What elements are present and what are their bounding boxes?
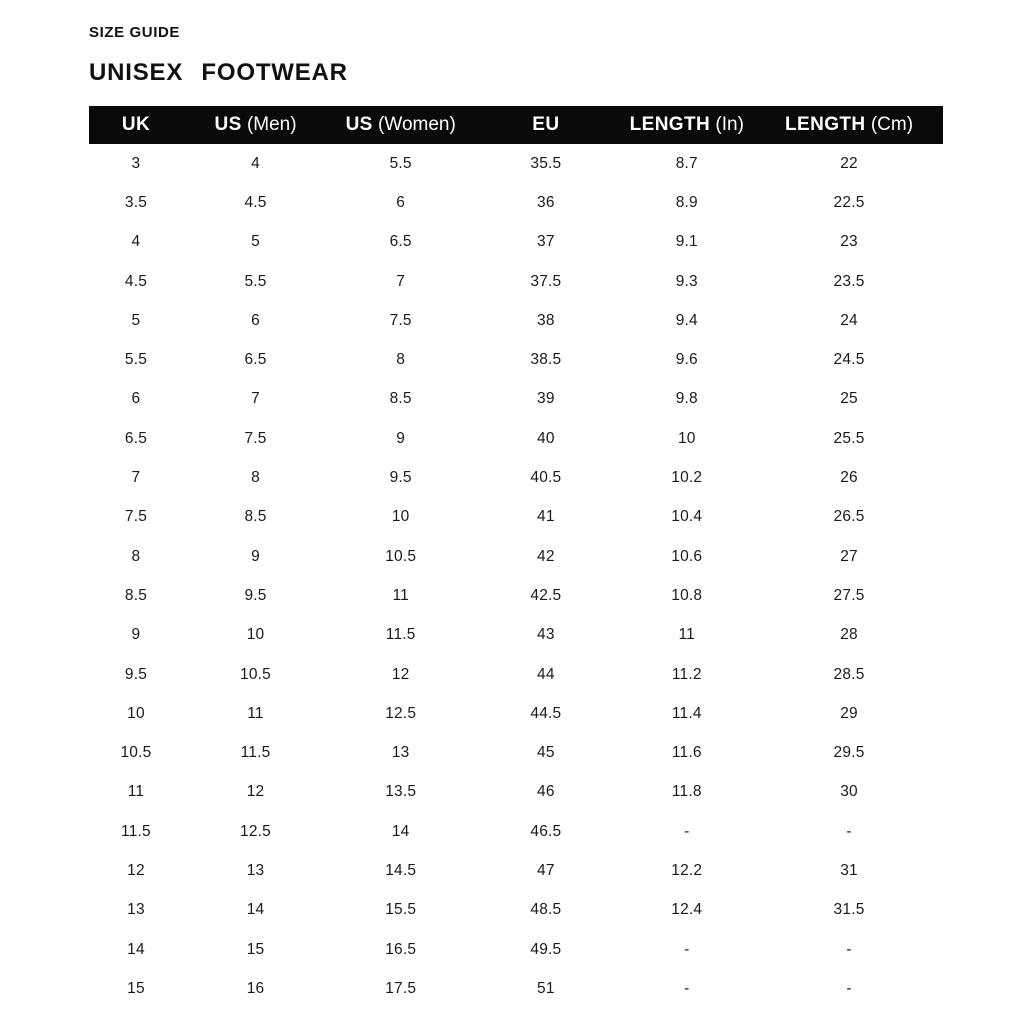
page-title: UNISEX FOOTWEAR	[89, 59, 348, 86]
size-guide-label: SIZE GUIDE	[89, 24, 181, 41]
column-header-bold-text: US	[345, 114, 373, 135]
column-header-us-men	[183, 106, 328, 144]
size-cell-eu: 37	[537, 233, 555, 251]
size-cell-eu: 41	[537, 508, 555, 526]
size-cell-length-cm: 29	[840, 704, 858, 722]
size-cell-us-men: 7.5	[244, 429, 267, 447]
size-cell-us-men: 7	[251, 390, 260, 408]
size-cell-eu: 48.5	[530, 901, 562, 919]
column-header-length-cm	[755, 106, 943, 144]
table-row	[89, 812, 943, 851]
size-cell-us-women: 15.5	[385, 901, 417, 919]
size-conversion-table	[89, 106, 943, 1009]
size-cell-eu: 51	[537, 979, 555, 997]
size-cell-eu: 46.5	[530, 822, 562, 840]
size-cell-uk: 10	[127, 704, 145, 722]
size-cell-length-in: 11	[678, 626, 696, 644]
size-cell-us-men: 10.5	[240, 665, 271, 683]
size-cell-length-in: 10	[677, 429, 696, 447]
size-cell-length-cm: 29.5	[833, 744, 865, 762]
column-header-uk	[89, 106, 183, 144]
size-cell-eu: 46	[537, 783, 555, 801]
size-cell-length-in: 10.4	[671, 508, 703, 526]
size-cell-us-men: 16	[246, 979, 265, 997]
size-cell-us-women: 11	[392, 586, 409, 604]
size-cell-uk: 6	[131, 390, 141, 408]
table-row	[89, 891, 943, 930]
size-cell-length-cm: 22	[840, 154, 858, 172]
size-cell-us-women: 13	[391, 744, 410, 762]
size-cell-us-women: 8.5	[389, 390, 412, 408]
table-row	[89, 340, 943, 379]
size-cell-eu: 38	[537, 311, 555, 329]
size-cell-length-in: -	[684, 940, 690, 958]
table-row	[89, 694, 943, 733]
column-header-unit-text: (Women)	[378, 114, 456, 135]
size-cell-us-men: 11	[247, 704, 264, 722]
column-header-eu	[473, 106, 618, 144]
column-header-length-in	[618, 106, 755, 144]
column-header-bold-text: UK	[121, 114, 151, 135]
size-cell-eu: 35.5	[530, 154, 562, 172]
size-cell-length-cm: 26.5	[833, 508, 865, 526]
size-cell-eu: 42	[537, 547, 555, 565]
column-header-bold-text: LENGTH	[629, 114, 711, 135]
column-header-unit-text: (In)	[715, 114, 744, 135]
size-cell-length-in: 10.8	[671, 586, 703, 604]
size-cell-us-women: 16.5	[385, 940, 417, 958]
size-cell-length-in: 9.8	[675, 390, 698, 408]
size-cell-eu: 37.5	[530, 272, 562, 290]
size-cell-us-women: 7.5	[389, 311, 412, 329]
size-cell-length-cm: 25	[840, 390, 858, 408]
size-cell-uk: 9	[131, 626, 141, 644]
size-cell-eu: 45	[537, 744, 555, 762]
size-cell-length-cm: 22.5	[833, 193, 865, 211]
size-cell-eu: 43	[537, 626, 555, 644]
size-cell-us-men: 12	[246, 783, 265, 801]
table-row	[89, 537, 943, 576]
size-cell-length-in: 11.8	[671, 783, 702, 801]
size-cell-us-men: 6.5	[244, 351, 267, 369]
size-cell-eu: 39	[537, 390, 555, 408]
size-cell-uk: 8	[131, 547, 141, 565]
size-cell-us-women: 10	[391, 508, 410, 526]
size-cell-length-in: 8.9	[675, 193, 698, 211]
size-cell-us-men: 12.5	[240, 822, 271, 840]
size-cell-uk: 11.5	[121, 822, 151, 840]
size-cell-us-men: 8	[251, 469, 260, 487]
table-row	[89, 144, 943, 183]
table-row	[89, 969, 943, 1008]
size-cell-us-women: 6.5	[389, 233, 412, 251]
size-cell-length-cm: 26	[840, 469, 858, 487]
size-cell-us-women: 12.5	[385, 704, 417, 722]
table-row	[89, 183, 943, 222]
size-cell-us-women: 9.5	[389, 469, 412, 487]
table-row	[89, 773, 943, 812]
size-cell-us-women: 7	[396, 272, 406, 290]
size-cell-eu: 40	[537, 429, 555, 447]
size-cell-uk: 10.5	[120, 744, 152, 762]
table-row	[89, 576, 943, 615]
size-cell-uk: 5	[131, 311, 141, 329]
size-cell-uk: 11	[127, 783, 145, 801]
size-cell-length-cm: 27.5	[833, 586, 865, 604]
size-cell-uk: 15	[127, 979, 145, 997]
size-cell-length-in: 9.6	[675, 351, 698, 369]
size-cell-uk: 9.5	[124, 665, 148, 683]
size-cell-length-in: 10.6	[671, 547, 703, 565]
size-cell-uk: 13	[127, 901, 145, 919]
size-cell-uk: 3	[131, 154, 141, 172]
size-cell-length-in: 9.1	[675, 233, 698, 251]
size-cell-us-men: 5	[251, 233, 260, 251]
size-cell-us-women: 17.5	[385, 979, 417, 997]
size-table-body	[89, 144, 943, 1009]
size-cell-length-cm: 28	[840, 626, 858, 644]
size-cell-uk: 7	[131, 469, 141, 487]
size-cell-uk: 5.5	[124, 351, 148, 369]
size-cell-us-women: 6	[396, 193, 406, 211]
size-cell-length-cm: 23	[840, 233, 858, 251]
size-cell-eu: 38.5	[530, 351, 562, 369]
size-cell-uk: 4.5	[124, 272, 148, 290]
size-cell-us-women: 10.5	[385, 547, 417, 565]
size-cell-us-women: 9	[396, 429, 406, 447]
size-cell-eu: 40.5	[530, 469, 562, 487]
table-row	[89, 458, 943, 497]
table-row	[89, 262, 943, 301]
size-cell-us-men: 4	[251, 154, 260, 172]
size-cell-length-cm: 31.5	[833, 901, 865, 919]
size-cell-eu: 49.5	[530, 940, 562, 958]
size-cell-length-cm: 24	[840, 311, 858, 329]
size-cell-us-men: 13	[246, 861, 265, 879]
size-cell-us-men: 8.5	[244, 508, 267, 526]
size-cell-length-cm: 23.5	[833, 272, 865, 290]
column-header-bold-text: LENGTH	[785, 114, 866, 135]
column-header-unit-text: (Cm)	[870, 114, 914, 135]
size-cell-length-in: 9.4	[675, 311, 698, 329]
size-cell-us-men: 14	[246, 901, 265, 919]
size-cell-eu: 36	[537, 193, 555, 211]
size-cell-length-cm: 28.5	[833, 665, 865, 683]
table-row	[89, 616, 943, 655]
size-cell-uk: 12	[127, 861, 145, 879]
size-cell-us-men: 11.5	[240, 744, 271, 762]
table-row	[89, 733, 943, 772]
column-header-unit-text: (Men)	[246, 114, 297, 135]
size-cell-length-cm: -	[846, 940, 852, 958]
size-cell-length-in: 12.2	[671, 861, 703, 879]
size-cell-uk: 7.5	[124, 508, 148, 526]
size-cell-length-cm: 27	[840, 547, 858, 565]
size-cell-us-women: 11.5	[385, 626, 416, 644]
size-cell-us-women: 5.5	[389, 154, 412, 172]
size-cell-us-men: 9	[251, 547, 260, 565]
size-cell-length-in: -	[684, 822, 690, 840]
table-row	[89, 223, 943, 262]
size-cell-eu: 44	[537, 665, 555, 683]
size-cell-us-men: 4.5	[244, 193, 267, 211]
size-cell-eu: 42.5	[530, 586, 562, 604]
size-cell-uk: 6.5	[124, 429, 148, 447]
size-cell-length-in: 11.2	[671, 665, 702, 683]
size-cell-us-men: 10	[246, 626, 265, 644]
size-cell-eu: 44.5	[530, 704, 562, 722]
size-cell-us-women: 8	[396, 351, 406, 369]
header-row	[89, 106, 943, 144]
size-cell-length-in: 11.4	[671, 704, 702, 722]
size-cell-uk: 14	[127, 940, 145, 958]
table-row	[89, 419, 943, 458]
size-cell-length-cm: 24.5	[833, 351, 865, 369]
size-cell-length-in: 10.2	[671, 469, 703, 487]
size-cell-length-in: -	[684, 979, 690, 997]
table-row	[89, 655, 943, 694]
size-cell-length-in: 12.4	[671, 901, 703, 919]
size-cell-us-men: 15	[246, 940, 265, 958]
table-row	[89, 930, 943, 969]
size-cell-length-cm: 30	[840, 783, 858, 801]
size-cell-us-men: 5.5	[244, 272, 267, 290]
size-cell-uk: 3.5	[124, 193, 148, 211]
size-cell-length-cm: 31	[840, 861, 858, 879]
size-cell-us-men: 6	[251, 311, 260, 329]
size-cell-length-in: 11.6	[671, 744, 702, 762]
size-cell-us-men: 9.5	[244, 586, 267, 604]
column-header-bold-text: US	[214, 114, 242, 135]
column-header-bold-text: EU	[532, 114, 560, 135]
size-cell-us-women: 14	[391, 822, 410, 840]
size-cell-us-women: 14.5	[385, 861, 417, 879]
size-cell-uk: 4	[131, 233, 141, 251]
size-table-header	[89, 106, 943, 144]
size-cell-eu: 47	[537, 861, 555, 879]
size-cell-us-women: 13.5	[385, 783, 417, 801]
size-cell-us-women: 12	[391, 665, 410, 683]
table-row	[89, 301, 943, 340]
size-cell-length-cm: -	[846, 822, 852, 840]
size-cell-length-in: 9.3	[675, 272, 698, 290]
column-header-us-women	[328, 106, 473, 144]
table-row	[89, 851, 943, 890]
table-row	[89, 498, 943, 537]
size-cell-length-cm: -	[846, 979, 852, 997]
size-cell-length-cm: 25.5	[833, 429, 865, 447]
table-row	[89, 380, 943, 419]
size-cell-uk: 8.5	[124, 586, 148, 604]
size-cell-length-in: 8.7	[675, 154, 698, 172]
